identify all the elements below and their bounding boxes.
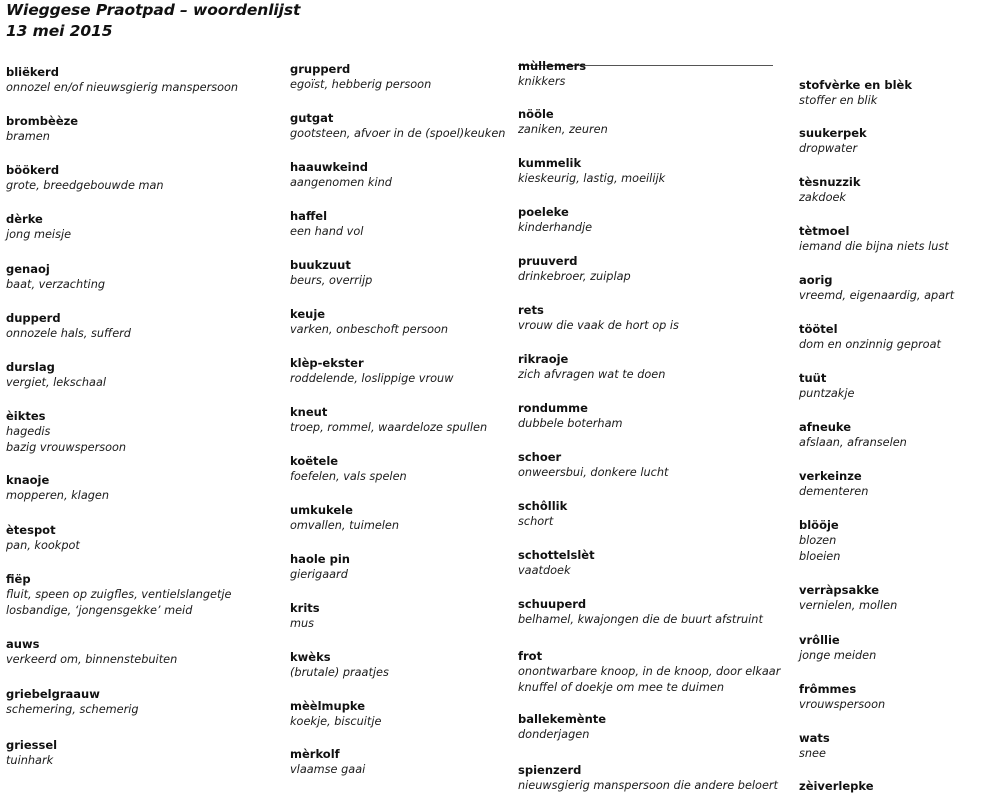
entry-term: haauwkeind: [290, 160, 369, 174]
word-entry: [290, 453, 407, 485]
entry-term: haffel: [290, 209, 328, 223]
entry-definition: (brutale) praatjes: [290, 666, 389, 679]
entry-definition: afslaan, afranselen: [799, 436, 907, 449]
entry-definition: tuinhark: [6, 754, 54, 767]
entry-definition: gierigaard: [290, 568, 348, 581]
entry-term: bliëkerd: [6, 65, 59, 79]
word-entry: [6, 211, 71, 243]
entry-definition: kieskeurig, lastig, moeilijk: [518, 172, 666, 185]
entry-definition: jonge meiden: [799, 649, 877, 662]
word-entry: [799, 730, 830, 762]
entry-term: kummelik: [518, 156, 582, 170]
entry-term: spienzerd: [518, 763, 582, 777]
word-entry: [6, 261, 105, 293]
word-entry: [518, 648, 780, 696]
entry-definition: iemand die bijna niets lust: [799, 240, 949, 253]
entry-definition: dom en onzinnig geproat: [799, 338, 941, 351]
entry-definition: hagedis: [6, 425, 51, 438]
entry-term: schoer: [518, 450, 562, 464]
entry-definition: zakdoek: [799, 191, 846, 204]
entry-term: ballekemènte: [518, 712, 607, 726]
entry-term: krits: [290, 601, 320, 615]
word-entry: [6, 359, 106, 391]
entry-term: rondumme: [518, 401, 588, 415]
entry-definition: drinkebroer, zuiplap: [518, 270, 631, 283]
entry-term: pruuverd: [518, 254, 578, 268]
word-entry: [6, 64, 238, 96]
word-entry: [799, 517, 840, 565]
entry-term: èiktes: [6, 409, 46, 423]
word-entry: [290, 159, 392, 191]
entry-definition: beurs, overrijp: [290, 274, 373, 287]
entry-definition: jong meisje: [6, 228, 72, 241]
entry-definition: baat, verzachting: [6, 278, 106, 291]
word-entry: [6, 737, 57, 769]
entry-definition: onweersbui, donkere lucht: [518, 466, 669, 479]
word-entry: [518, 106, 608, 138]
word-entry: [799, 632, 876, 664]
entry-term: ètespot: [6, 523, 56, 537]
entry-definition: mopperen, klagen: [6, 489, 110, 502]
entry-term: verkeinze: [799, 469, 862, 483]
word-entry: [799, 582, 897, 614]
entry-term: schôllik: [518, 499, 568, 513]
entry-term: rikraoje: [518, 352, 569, 366]
entry-term: klèp-ekster: [290, 356, 364, 370]
entry-term: tuüt: [799, 371, 827, 385]
word-entry: [518, 400, 623, 432]
entry-definition: vrouwspersoon: [799, 698, 886, 711]
entry-definition: bramen: [6, 130, 50, 143]
word-entry: [518, 58, 586, 90]
word-entry: [6, 310, 131, 342]
word-entry: [6, 162, 164, 194]
entry-term: aorig: [799, 273, 833, 287]
entry-term: durslag: [6, 360, 55, 374]
title-block: [6, 0, 300, 42]
entry-term: schuuperd: [518, 597, 587, 611]
entry-definition: zich afvragen wat te doen: [518, 368, 666, 381]
word-entry: [290, 61, 431, 93]
entry-definition: knikkers: [518, 75, 566, 88]
entry-definition: losbandige, ‘jongensgekke’ meid: [6, 604, 193, 617]
word-entry: [290, 649, 389, 681]
entry-term: koëtele: [290, 454, 339, 468]
word-entry: [799, 223, 949, 255]
entry-definition: kinderhandje: [518, 221, 593, 234]
word-entry: [290, 551, 350, 583]
word-entry: [518, 547, 595, 579]
entry-definition: vaatdoek: [518, 564, 571, 577]
word-entry: [6, 571, 232, 619]
entry-definition: mus: [290, 617, 315, 630]
entry-term: haole pin: [290, 552, 350, 566]
word-entry: [290, 746, 365, 778]
entry-term: nööle: [518, 107, 554, 121]
entry-definition: foefelen, vals spelen: [290, 470, 407, 483]
word-entry: [518, 498, 567, 530]
entry-definition: grote, breedgebouwde man: [6, 179, 164, 192]
entry-term: suukerpek: [799, 126, 867, 140]
entry-term: mèèlmupke: [290, 699, 366, 713]
entry-definition: dubbele boterham: [518, 417, 623, 430]
entry-definition: snee: [799, 747, 826, 760]
word-entry: [518, 449, 668, 481]
entry-term: kwèks: [290, 650, 331, 664]
entry-definition: blozen: [799, 534, 837, 547]
word-entry: [799, 778, 874, 794]
word-entry: [799, 370, 854, 402]
entry-term: mùllemers: [518, 59, 587, 73]
entry-term: stofvèrke en blèk: [799, 78, 912, 92]
entry-term: auws: [6, 637, 40, 651]
entry-definition: stoffer en blik: [799, 94, 878, 107]
entry-definition: bloeien: [799, 550, 841, 563]
word-entry: [799, 77, 912, 109]
entry-definition: knuffel of doekje om mee te duimen: [518, 681, 724, 694]
entry-term: genaoj: [6, 262, 50, 276]
word-entry: [290, 600, 320, 632]
entry-definition: aangenomen kind: [290, 176, 392, 189]
entry-definition: omvallen, tuimelen: [290, 519, 400, 532]
entry-definition: zaniken, zeuren: [518, 123, 608, 136]
entry-term: brombèèze: [6, 114, 79, 128]
entry-definition: gootsteen, afvoer in de (spoel)keuken: [290, 127, 506, 140]
entry-definition: roddelende, loslippige vrouw: [290, 372, 454, 385]
entry-term: böökerd: [6, 163, 60, 177]
entry-term: keuje: [290, 307, 326, 321]
entry-definition: verkeerd om, binnenstebuiten: [6, 653, 178, 666]
document-title: Wieggese Praotpad – woordenlijst: [6, 1, 301, 19]
entry-definition: vernielen, mollen: [799, 599, 898, 612]
word-entry: [290, 110, 505, 142]
entry-term: frot: [518, 649, 543, 663]
entry-definition: koekje, biscuitje: [290, 715, 382, 728]
entry-term: griebelgraauw: [6, 687, 100, 701]
word-entry: [799, 419, 907, 451]
word-entry: [290, 306, 448, 338]
word-entry: [6, 636, 177, 668]
word-entry: [799, 321, 941, 353]
entry-definition: nieuwsgierig manspersoon die andere beloert: [518, 779, 778, 792]
entry-term: buukzuut: [290, 258, 351, 272]
entry-definition: vrouw die vaak de hort op is: [518, 319, 679, 332]
word-entry: [6, 408, 126, 456]
entry-definition: donderjagen: [518, 728, 590, 741]
entry-definition: bazig vrouwspersoon: [6, 441, 127, 454]
entry-term: knaoje: [6, 473, 50, 487]
word-entry: [799, 125, 867, 157]
entry-definition: varken, onbeschoft persoon: [290, 323, 449, 336]
entry-definition: belhamel, kwajongen die de buurt afstruint: [518, 613, 763, 626]
word-entry: [290, 208, 363, 240]
entry-term: kneut: [290, 405, 328, 419]
entry-definition: egoïst, hebberig persoon: [290, 78, 432, 91]
entry-term: afneuke: [799, 420, 852, 434]
word-entry: [6, 472, 109, 504]
document-date: 13 mei 2015: [6, 22, 113, 40]
entry-definition: onnozel en/of nieuwsgierig manspersoon: [6, 81, 239, 94]
word-entry: [799, 468, 868, 500]
entry-term: tètmoel: [799, 224, 850, 238]
word-entry: [799, 174, 861, 206]
entry-definition: vlaamse gaai: [290, 763, 366, 776]
word-entry: [799, 272, 954, 304]
word-entry: [518, 302, 679, 334]
entry-term: gutgat: [290, 111, 334, 125]
entry-term: grupperd: [290, 62, 351, 76]
word-entry: [6, 113, 78, 145]
entry-term: wats: [799, 731, 830, 745]
entry-term: verràpsakke: [799, 583, 880, 597]
word-entry: [518, 155, 665, 187]
entry-definition: dementeren: [799, 485, 869, 498]
entry-definition: schort: [518, 515, 554, 528]
entry-definition: troep, rommel, waardeloze spullen: [290, 421, 488, 434]
word-entry: [518, 596, 763, 628]
entry-definition: schemering, schemerig: [6, 703, 139, 716]
word-entry: [799, 681, 885, 713]
entry-term: poeleke: [518, 205, 569, 219]
entry-definition: vreemd, eigenaardig, apart: [799, 289, 955, 302]
word-entry: [518, 351, 665, 383]
word-entry: [290, 502, 399, 534]
entry-definition: fluit, speen op zuigfles, ventielslangetje: [6, 588, 232, 601]
entry-term: mèrkolf: [290, 747, 340, 761]
entry-term: dupperd: [6, 311, 61, 325]
entry-term: zèiverlepke: [799, 779, 874, 793]
entry-term: rets: [518, 303, 544, 317]
entry-term: blööje: [799, 518, 839, 532]
entry-definition: vergiet, lekschaal: [6, 376, 107, 389]
entry-term: dèrke: [6, 212, 43, 226]
entry-term: fiëp: [6, 572, 31, 586]
entry-term: vrôllie: [799, 633, 840, 647]
entry-term: umkukele: [290, 503, 353, 517]
entry-definition: pan, kookpot: [6, 539, 80, 552]
word-entry: [290, 698, 381, 730]
entry-term: griessel: [6, 738, 58, 752]
entry-definition: onnozele hals, sufferd: [6, 327, 131, 340]
word-entry: [518, 762, 778, 794]
entry-term: schottelslèt: [518, 548, 595, 562]
entry-definition: onontwarbare knoop, in de knoop, door elkaar: [518, 665, 781, 678]
word-entry: [518, 204, 592, 236]
word-entry: [518, 711, 606, 743]
entry-definition: puntzakje: [799, 387, 855, 400]
word-entry: [518, 253, 631, 285]
entry-definition: een hand vol: [290, 225, 364, 238]
word-entry: [290, 257, 372, 289]
entry-term: töötel: [799, 322, 838, 336]
entry-term: frômmes: [799, 682, 857, 696]
word-entry: [290, 404, 487, 436]
word-entry: [6, 686, 139, 718]
word-entry: [6, 522, 80, 554]
entry-definition: dropwater: [799, 142, 858, 155]
word-entry: [290, 355, 453, 387]
entry-term: tèsnuzzik: [799, 175, 861, 189]
